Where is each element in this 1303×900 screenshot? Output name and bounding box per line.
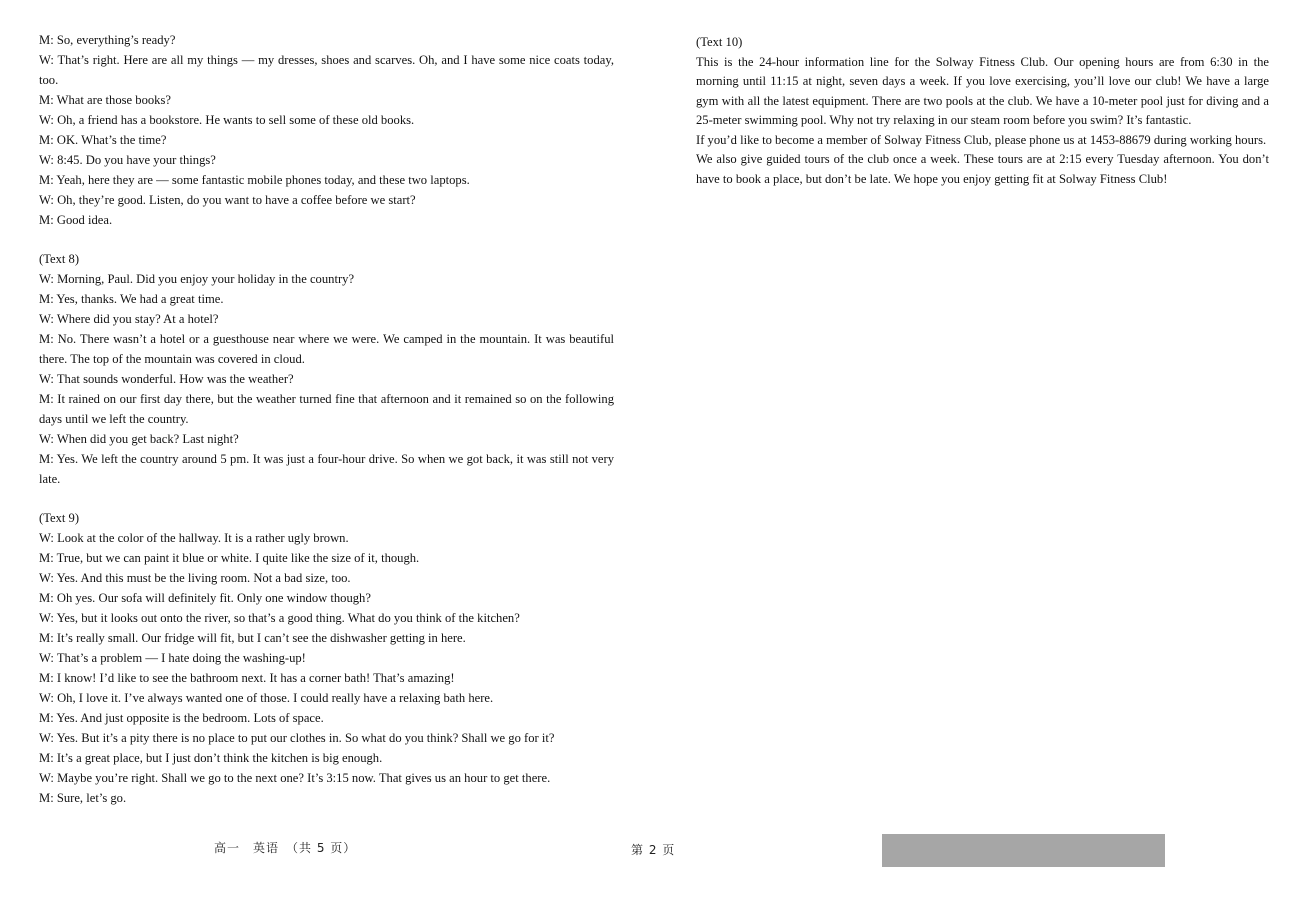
- text-8-section: [39, 249, 614, 489]
- dialogue-line: M: Yes, thanks. We had a great time.: [39, 292, 224, 306]
- dialogue-line: W: 8:45. Do you have your things?: [39, 153, 216, 167]
- dialogue-line: M: It rained on our first day there, but the weather turned fine that afternoon and it remained so on the following days until we left the country.: [39, 392, 614, 426]
- dialogue-line: M: Yes. And just opposite is the bedroom. Lots of space.: [39, 711, 324, 725]
- passage-paragraph: If you’d like to become a member of Solway Fitness Club, please phone us at 1453-88679 during working hours.: [696, 132, 1267, 147]
- dialogue-line: W: That sounds wonderful. How was the weather?: [39, 372, 294, 386]
- dialogue-line: M: What are those books?: [39, 93, 171, 107]
- dialogue-line: W: When did you get back? Last night?: [39, 432, 239, 446]
- dialogue-line: W: Morning, Paul. Did you enjoy your holiday in the country?: [39, 272, 355, 286]
- dialogue-line: M: True, but we can paint it blue or white. I quite like the size of it, though.: [39, 551, 420, 565]
- dialogue-line: M: So, everything’s ready?: [39, 33, 176, 47]
- dialogue-line: W: Yes, but it looks out onto the river, so that’s a good thing. What do you think of the kitchen?: [39, 611, 520, 625]
- dialogue-line: M: Yes. We left the country around 5 pm. It was just a four-hour drive. So when we got back, it was still not very late.: [39, 452, 614, 486]
- page-number: 第 2 页: [631, 843, 676, 857]
- gray-box: [882, 834, 1165, 867]
- dialogue-line: M: No. There wasn’t a hotel or a guesthouse near where we were. We camped in the mountain. It was beautiful there. The top of the mountain was covered in cloud.: [39, 332, 614, 366]
- text-9-section: [39, 508, 614, 808]
- footer-course-label: 高一 英语 （共 5 页）: [214, 841, 357, 855]
- dialogue-line: W: Yes. But it’s a pity there is no place to put our clothes in. So what do you think? Shall we go for it?: [39, 731, 555, 745]
- passage-paragraph: This is the 24-hour information line for the Solway Fitness Club. Our opening hours are from 6:30 in the morning until 11:15 at night, seven days a week. If you love exercising, you’ll love our club! We have a large gym with all the latest equipment. There are two pools at the club. We have a 10-meter pool just for diving and a 25-meter swimming pool. Why not try relaxing in our steam room before you swim? It’s fantastic.: [696, 54, 1269, 127]
- dialogue-line: M: I know! I’d like to see the bathroom next. It has a corner bath! That’s amazing!: [39, 671, 455, 685]
- text-9-heading: (Text 9): [39, 511, 80, 525]
- dialogue-line: M: It’s really small. Our fridge will fit, but I can’t see the dishwasher getting in here.: [39, 631, 466, 645]
- dialogue-line: M: Oh yes. Our sofa will definitely fit. Only one window though?: [39, 591, 371, 605]
- text-8-heading: (Text 8): [39, 252, 80, 266]
- text-10-heading: (Text 10): [696, 35, 743, 49]
- dialogue-line: W: That’s a problem — I hate doing the washing-up!: [39, 651, 306, 665]
- right-column: [696, 33, 1269, 189]
- left-column: [39, 30, 614, 808]
- dialogue-line: W: Oh, a friend has a bookstore. He wants to sell some of these old books.: [39, 113, 415, 127]
- dialogue-line: M: It’s a great place, but I just don’t think the kitchen is big enough.: [39, 751, 383, 765]
- dialogue-line: W: That’s right. Here are all my things — my dresses, shoes and scarves. Oh, and I have some nice coats today, too.: [39, 53, 614, 87]
- dialogue-line: W: Yes. And this must be the living room. Not a bad size, too.: [39, 571, 351, 585]
- dialogue-line: M: OK. What’s the time?: [39, 133, 167, 147]
- passage-paragraph: We also give guided tours of the club once a week. These tours are at 2:15 every Tuesday afternoon. You don’t have to book a place, but don’t be late. We hope you enjoy getting fit at Solway Fitness Club!: [696, 152, 1269, 186]
- dialogue-line: W: Where did you stay? At a hotel?: [39, 312, 219, 326]
- dialogue-line: W: Oh, I love it. I’ve always wanted one of those. I could really have a relaxing bath here.: [39, 691, 494, 705]
- dialogue-line: W: Look at the color of the hallway. It is a rather ugly brown.: [39, 531, 349, 545]
- dialogue-line: M: Good idea.: [39, 213, 113, 227]
- dialogue-line: M: Yeah, here they are — some fantastic mobile phones today, and these two laptops.: [39, 173, 470, 187]
- dialogue-block-1: [39, 30, 614, 230]
- dialogue-line: M: Sure, let’s go.: [39, 791, 127, 805]
- dialogue-line: W: Oh, they’re good. Listen, do you want to have a coffee before we start?: [39, 193, 416, 207]
- dialogue-line: W: Maybe you’re right. Shall we go to the next one? It’s 3:15 now. That gives us an hour to get there.: [39, 771, 551, 785]
